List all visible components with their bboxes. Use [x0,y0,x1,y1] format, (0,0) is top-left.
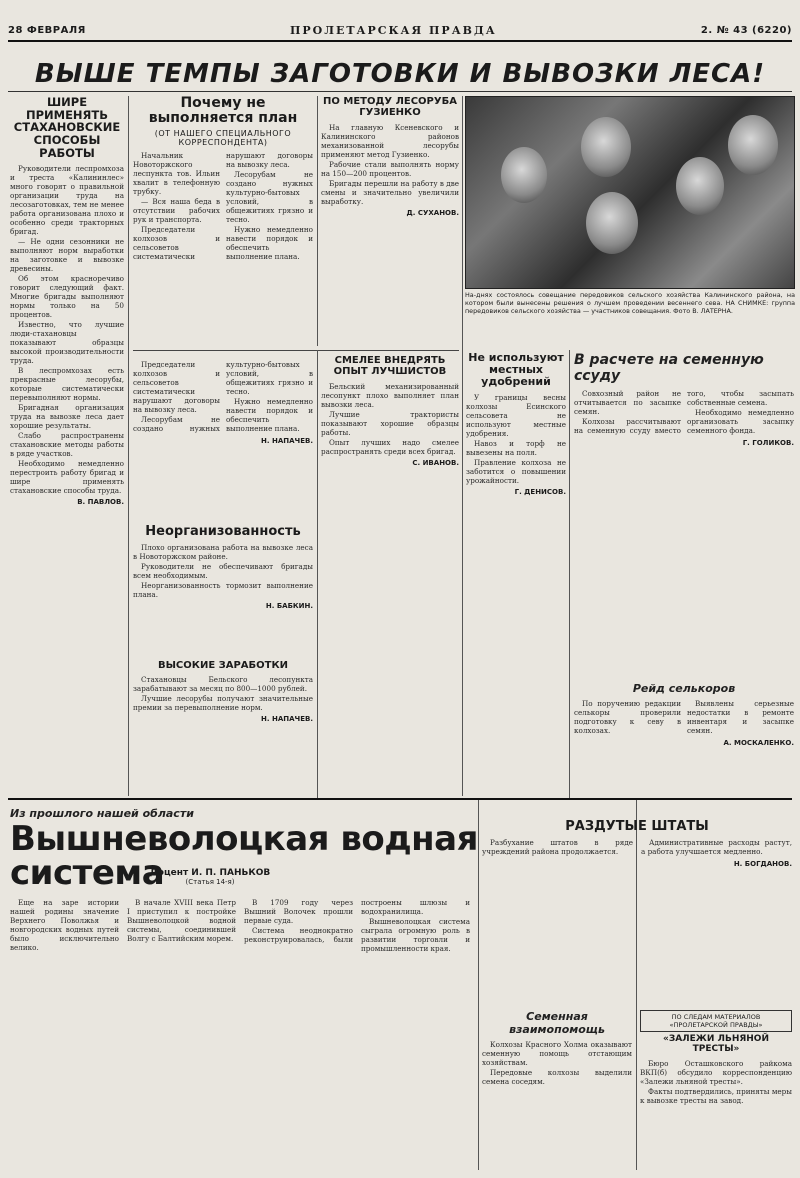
paragraph: Вышневолоцкая система сыграла огромную роль в развитии торговли и промышленности края. [361,917,470,953]
article-body [133,151,313,262]
paragraph: Нужно немедленно навести порядок и обеспечить выполнение плана. [226,224,313,261]
article-body [482,838,792,857]
article-flax-trust-followup [640,1010,792,1170]
paragraph: Рабочие стали выполнять норму на 150—200 процентов. [321,160,459,178]
paragraph: — Вся наша беда в отсутствии рабочих рук и транспорта. [133,196,220,224]
paragraph: В 1709 году через Вышний Волочек прошли первые суда. [244,898,353,925]
article-headline: Не используют местных удобрений [468,351,564,389]
article-body [466,393,566,485]
section-title: Из прошлого нашей области [10,807,194,820]
paragraph: Председатели колхозов и сельсоветов систематически нарушают договоры на вывозку леса. [133,360,220,414]
history-section-label [10,802,310,820]
paragraph: Необходимо немедленно перестроить работу бригад и шире применять стахановские способы труда. [10,459,124,496]
article-signature: Г. ГОЛИКОВ. [742,438,794,447]
article-plan-not-fulfilled [133,96,313,346]
paragraph: Председатели колхозов и сельсоветов систематически нарушают договоры на вывозку леса. [133,150,313,261]
paragraph: Об этом красноречиво говорит следующий факт. Многие бригады выполняют нормы только на 50 процентов. [10,274,124,320]
article-subhead: (ОТ НАШЕГО СПЕЦИАЛЬНОГО КОРРЕСПОНДЕНТА) [154,128,292,147]
paragraph: Неорганизованность тормозит выполнение плана. [133,581,313,600]
paragraph: В леспромхозах есть прекрасные лесорубы, которые систематически перевыполняют нормы. [10,366,124,403]
article-headline: «ЗАЛЕЖИ ЛЬНЯНОЙ ТРЕСТЫ» [663,1034,769,1054]
article-body [482,1040,632,1086]
column-rule [569,350,570,800]
paragraph: Выявлены серьезные недостатки в ремонте инвентаря и засыпке семян. [687,699,794,735]
article-local-fertilizers [466,352,566,792]
photo-figure [586,192,638,254]
article-signature: Н. БАБКИН. [265,602,313,611]
paragraph: Лучшие лесорубы получают значительные премии за перевыполнение норм. [133,694,313,712]
paragraph: Плохо организована работа на вывозке леса в Новоторжском районе. [133,543,313,562]
paragraph: Необходимо немедленно организовать засыпку семенного фонда. [687,408,794,435]
article-body [574,389,794,436]
paragraph: Лесорубам не создано нужных культурно-бытовых условий, в общежитиях грязно и тесно. [226,169,313,224]
article-high-earnings [133,660,313,795]
column-rule [478,800,479,1170]
article-leaders-experience [321,355,459,800]
paragraph: Совхозный район не отчитывается по засыпке семян. [574,389,681,416]
article-body [640,1059,792,1105]
paragraph: Административные расходы растут, а работа улучшается медленно. [641,838,792,857]
article-plan-continued [133,360,313,520]
paragraph: Руководители не обеспечивают бригады всем необходимым. [133,562,313,581]
article-body [133,360,313,434]
article-signature: С. ИВАНОВ. [412,459,459,467]
article-body [133,543,313,599]
paragraph: Еще на заре истории нашей родины значение Верхнего Поволжья и новгородских водных путей было исключительно велико. [10,898,119,952]
article-headline: СМЕЛЕЕ ВНЕДРЯТЬ ОПЫТ ЛУЧШИСТОВ [333,355,447,377]
paragraph: — Не одни сезонники не выполняют норм выработки на заготовке и вывозке древесины. [10,237,124,274]
article-headline: ВЫСОКИЕ ЗАРАБОТКИ [157,660,289,671]
paragraph: В начале XVIII века Петр I приступил к постройке Вышневолоцкой водной системы, соединившей Волгу с Балтийским морем. [127,898,236,943]
paragraph: Бельский механизированный лесопункт плохо выполняет план вывозки леса. [321,382,459,409]
photo-figure [581,117,631,177]
paragraph: У границы весны колхозы Есинского сельсовета не используют местные удобрения. [466,393,566,439]
column-rule [317,350,318,800]
column-rule [462,96,463,796]
article-seed-loan [574,352,794,652]
paragraph: По поручению редакции селькоры проверили подготовку к севу в колхозах. [574,699,681,735]
article-headline: Почему не выполняется план [148,95,298,127]
history-article [10,898,470,1170]
article-headline: Семенная взаимопомощь [509,1010,605,1036]
paragraph: Известно, что лучшие люди-стахановцы показывают образцы высокой производительности труда. [10,320,124,366]
paragraph: Стахановцы Бельского лесопункта зарабатывают за месяц по 800—1000 рублей. [133,675,313,693]
paragraph: Факты подтвердились, приняты меры к вывозке тресты на завод. [640,1086,792,1105]
article-body [321,123,459,206]
photo-caption: На-днях состоялось совещание передовиков сельского хозяйства Калининского района, на котором были вынесены решения о лучшем проведении весеннего сева. НА СНИМКЕ: группа передовиков сельского хозяйства — участников совещания. Фото В. ЛАТЕРНА. [465,291,795,315]
photo-figure [501,147,547,203]
article-signature: Н. НАПАЧЕВ. [261,436,313,445]
paragraph: Лесорубам не создано нужных культурно-бытовых условий, в общежитиях грязно и тесно. [133,360,313,433]
article-seed-mutual-aid [482,1010,632,1170]
paragraph: Бригадная организация труда на вывозке леса дает хорошие результаты. [10,403,124,431]
paragraph: Опыт лучших надо смелее распространять среди всех бригад. [321,438,459,456]
paragraph: Начальник Новоторжского леспунктa тов. Ильин хвалит в телефонную трубку. [133,150,220,196]
history-headline: Вышневолоцкая водная система [10,819,478,893]
photo-agricultural-leaders [465,96,795,289]
paragraph: Навоз и торф не вывезены на поля. [466,439,566,458]
article-signature: В. ПАВЛОВ. [77,498,124,507]
paragraph: На главную Ксеневского и Калининского районов механизованной лесорубы применяют метод Гузиенко. [321,123,459,159]
article-signature: Н. НАПАЧЕВ. [261,715,313,723]
article-headline: РАЗДУТЫЕ ШТАТЫ [565,819,709,834]
paragraph: Бюро Осташковского райкома ВКП(б) обсудило корреспонденцию «Залежи льняной тресты». [640,1058,792,1086]
paragraph: Передовые колхозы выделили семена соседям. [482,1068,632,1086]
paragraph: Разбухание штатов в ряде учреждений района продолжается. [482,838,633,857]
masthead-date: 28 ФЕВРАЛЯ [8,24,86,36]
paragraph: Правление колхоза не заботится о повышении урожайности. [466,458,566,486]
article-stakhanov-methods [10,96,124,792]
article-body [10,164,124,495]
article-headline: Рейд селькоров [632,682,736,695]
article-headline: В расчете на семенную ссуду [574,352,764,384]
article-correspondents-raid [574,682,794,792]
article-body [574,699,794,736]
paragraph: Колхозы Красного Холма оказывают семенную помощь отстающим хозяйствам. [482,1040,632,1067]
paragraph: Лучшие трактористы показывают хорошие образцы работы. [321,410,459,437]
article-signature: Н. БОГДАНОВ. [733,860,792,869]
column-rule [317,96,318,346]
history-byline [130,868,290,894]
masthead-issue: 2. № 43 (6220) [700,24,792,36]
paragraph: Руководители леспромхоза и трестa «Калининлес» много говорят о правильной организации труда на лесозаготовках, тем не менее работа организована плохо и особенно среди тракторных бригад. [10,164,124,237]
article-signature: А. МОСКАЛЕНКО. [723,739,794,747]
paragraph: Колхозы рассчитывают на семенную ссуду вместо того, чтобы засыпать собственные семена. [574,389,794,435]
article-kicker: ПО СЛЕДАМ МАТЕРИАЛОВ «ПРОЛЕТАРСКОЙ ПРАВДЫ» [640,1010,792,1032]
paragraph: Бригады перешли на работу в две смены и значительно увеличили выработку. [321,179,459,206]
article-inflated-staff [482,820,792,950]
column-rule [128,96,129,796]
article-body [133,675,313,712]
front-banner-headline: ВЫШЕ ТЕМПЫ ЗАГОТОВКИ И ВЫВОЗКИ ЛЕСА! [8,56,792,92]
article-guzienko-method [321,96,459,346]
article-headline: Неорганизованность [145,524,301,539]
paragraph: Нужно немедленно навести порядок и обеспечить выполнение плана. [226,397,313,433]
article-body [321,382,459,456]
divider [133,350,459,351]
photo-figure [728,115,778,175]
paragraph: Система неоднократно реконструировалась, были построены шлюзы и водохранилища. [244,898,470,944]
masthead [8,20,792,42]
installment: (Статья 14-я) [185,878,235,886]
article-signature: Г. ДЕНИСОВ. [514,488,566,497]
masthead-title: ПРОЛЕТАРСКАЯ ПРАВДА [290,23,497,37]
section-divider [8,798,792,800]
article-headline: ПО МЕТОДУ ЛЕСОРУБА ГУЗИЕНКО [323,96,457,118]
article-disorganization [133,525,313,645]
author: Доцент И. П. ПАНЬКОВ [149,868,271,878]
article-headline: ШИРЕ ПРИМЕНЯТЬ СТАХАНОВСКИЕ СПОСОБЫ РАБОТЫ [13,95,121,160]
article-signature: Д. СУХАНОВ. [406,209,459,217]
paragraph: Слабо распространены стахановские методы работы в ряде участков. [10,431,124,459]
article-body [10,898,470,953]
photo-figure [676,157,724,215]
